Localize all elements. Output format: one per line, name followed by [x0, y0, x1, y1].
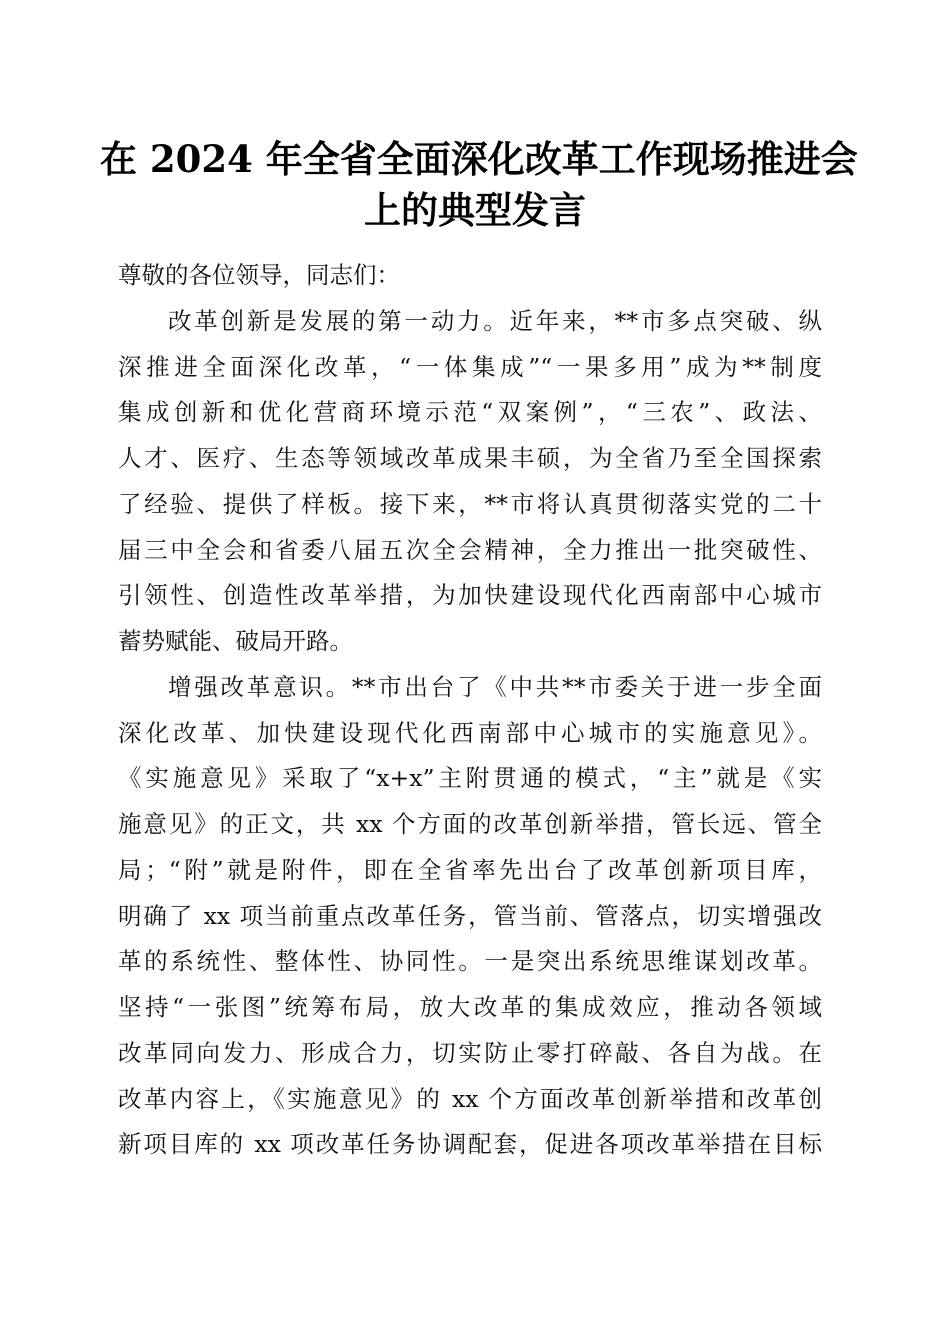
text-line: 《实施意见》采取了“x+x”主附贯通的模式，“主”就是《实 — [118, 764, 822, 793]
text-line: 人才、医疗、生态等领域改革成果丰硕，为全省乃至全国探索 — [118, 444, 822, 472]
text-line: 集成创新和优化营商环境示范“双案例”，“三农”、政法、 — [118, 398, 822, 427]
text-line: 坚持“一张图”统筹布局，放大改革的集成效应，推动各领域 — [118, 993, 822, 1021]
text-line: 新项目库的 xx 项改革任务协调配套，促进各项改革举措在目标 — [118, 1130, 822, 1159]
text-line: 局；“附”就是附件，即在全省率先出台了改革创新项目库， — [118, 855, 822, 884]
text-line: 明确了 xx 项当前重点改革任务，管当前、管落点，切实增强改 — [118, 901, 822, 930]
text-line: 改革同向发力、形成合力，切实防止零打碎敲、各自为战。在 — [118, 1038, 822, 1067]
text-line: 引领性、创造性改革举措，为加快建设现代化西南部中心城市 — [118, 581, 822, 610]
text-line: 改革内容上，《实施意见》的 xx 个方面改革创新举措和改革创 — [118, 1084, 822, 1113]
text-line: 届三中全会和省委八届五次全会精神，全力推出一批突破性、 — [118, 535, 822, 564]
paragraph-1 — [118, 299, 822, 665]
text-line: 深化改革、加快建设现代化西南部中心城市的实施意见》。 — [118, 718, 822, 747]
document-body — [118, 253, 822, 1168]
salutation: 尊敬的各位领导，同志们： — [118, 261, 400, 289]
text-line: 深推进全面深化改革，“一体集成”“一果多用”成为**制度 — [118, 352, 822, 381]
title-line: 上的典型发言 — [364, 188, 586, 232]
page-title — [100, 134, 858, 236]
text-line: 改革创新是发展的第一动力。近年来，**市多点突破、纵 — [168, 306, 822, 335]
text-line: 增强改革意识。**市出台了《中共**市委关于进一步全面 — [168, 672, 822, 701]
text-line: 施意见》的正文，共 xx 个方面的改革创新举措，管长远、管全 — [118, 810, 822, 838]
paragraph-2 — [118, 665, 822, 1168]
title-line: 在 2024 年全省全面深化改革工作现场推进会 — [100, 137, 858, 181]
text-line: 了经验、提供了样板。接下来，**市将认真贯彻落实党的二十 — [118, 489, 822, 518]
text-line: 蓄势赋能、破局开路。 — [118, 627, 353, 655]
text-line: 革的系统性、整体性、协同性。一是突出系统思维谋划改革。 — [118, 947, 822, 976]
